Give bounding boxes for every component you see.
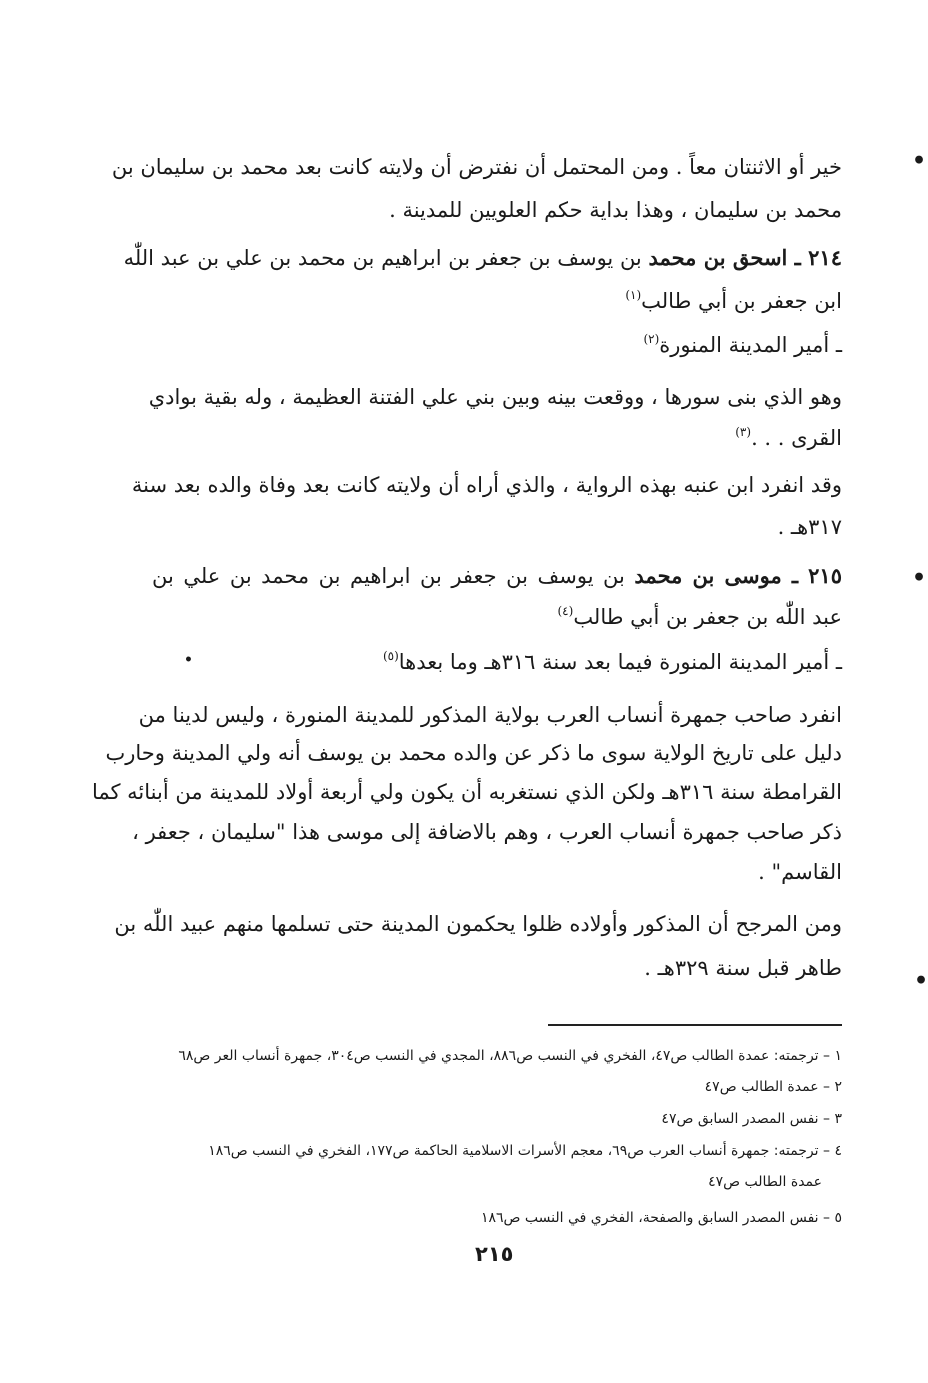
body-line: ومن المرجح أن المذكور وأولاده ظلوا يحكمون المدينة حتى تسلمها منهم عبيد اللّٰه بن [114,912,842,936]
entry-heading-214 [123,243,842,273]
footnote-ref: (٣) [735,425,752,439]
body-line: ذكر صاحب جمهرة أنساب العرب ، وهم بالاضافة إلى موسى هذا "سليمان ، جعفر ، [132,820,842,844]
footnote-ref: (٤) [557,604,574,618]
footnote: ٤ – ترجمته: جمهرة أنساب العرب ص٦٩، معجم الأسرات الاسلامية الحاكمة ص١٧٧، الفخري في النسب ص١٨٦ [208,1143,842,1159]
body-line: ـ أمير المدينة المنورة$^{(٢)}$ [643,332,842,357]
body-line: القرامطة سنة ٣١٦هـ ولكن الذي نستغربه أن يكون ولي أربعة أولاد للمدينة من أبنائه كما [91,780,842,804]
margin-mark: • [914,968,928,994]
body-line: وهو الذي بنى سورها ، ووقعت بينه وبين بني علي الفتنة العظيمة ، وله بقية بوادي [148,385,842,409]
footnote-ref: (١) [625,288,642,302]
body-line: وقد انفرد ابن عنبه بهذه الرواية ، والذي أراه أن ولايته كانت بعد وفاة والده بعد سنة [131,473,842,497]
footnote: ٥ – نفس المصدر السابق والصفحة، الفخري في النسب ص١٨٦ [480,1210,842,1226]
body-line: انفرد صاحب جمهرة أنساب العرب بولاية المذكور للمدينة المنورة ، وليس لدينا من [138,703,842,727]
body-line: ابن جعفر بن أبي طالب$^{(١)}$ [625,288,842,313]
body-line: القاسم" . [758,860,842,884]
body-line: ٣١٧هـ . [777,515,842,539]
margin-mark: • [912,148,927,174]
body-line: خير أو الاثنتان معاً . ومن المحتمل أن نفترض أن ولايته كانت بعد محمد بن سليمان بن [111,155,842,179]
body-line: دليل على تاريخ الولاية سوى ما ذكر عن والده محمد بن يوسف أنه ولي المدينة وحارب [105,741,842,765]
body-line: القرى . . .$^{(٣)}$ [735,425,842,450]
footnote: ٣ – نفس المصدر السابق ص٤٧ [661,1111,842,1127]
footnote-ref: (٥) [382,649,399,663]
footnote: ١ – ترجمته: عمدة الطالب ص٤٧، الفخري في النسب ص٨٨٦، المجدي في النسب ص٣٠٤، جمهرة أنساب العر ص٦٨ [178,1048,842,1064]
entry-number-name: ٢١٤ ـ اسحق بن محمد [648,245,842,270]
footnote-ref: (٢) [643,332,660,346]
footnote-divider [548,1024,842,1026]
entry-number-name: ٢١٥ ـ موسى بن محمد [634,563,842,588]
body-line: ـ أمير المدينة المنورة فيما بعد سنة ٣١٦هـ وما بعدها$^{(٥)}$ [382,649,842,674]
entry-lineage: بن يوسف بن جعفر بن ابراهيم بن محمد بن علي بن [152,564,635,588]
margin-mark: • [912,565,927,591]
footnote: ٢ – عمدة الطالب ص٤٧ [704,1079,842,1095]
footnote: عمدة الطالب ص٤٧ [708,1174,822,1190]
entry-heading-215 [152,561,842,591]
entry-lineage: بن يوسف بن جعفر بن ابراهيم بن محمد بن علي بن عبد اللّٰه [123,246,649,270]
body-line: محمد بن سليمان ، وهذا بداية حكم العلويين للمدينة . [389,198,842,222]
margin-mark: • [184,652,193,668]
body-line: طاهر قبل سنة ٣٢٩هـ . [644,956,842,980]
body-line: عبد اللّٰه بن جعفر بن أبي طالب$^{(٤)}$ [557,604,842,629]
page-number: ٢١٥ [475,1242,514,1266]
